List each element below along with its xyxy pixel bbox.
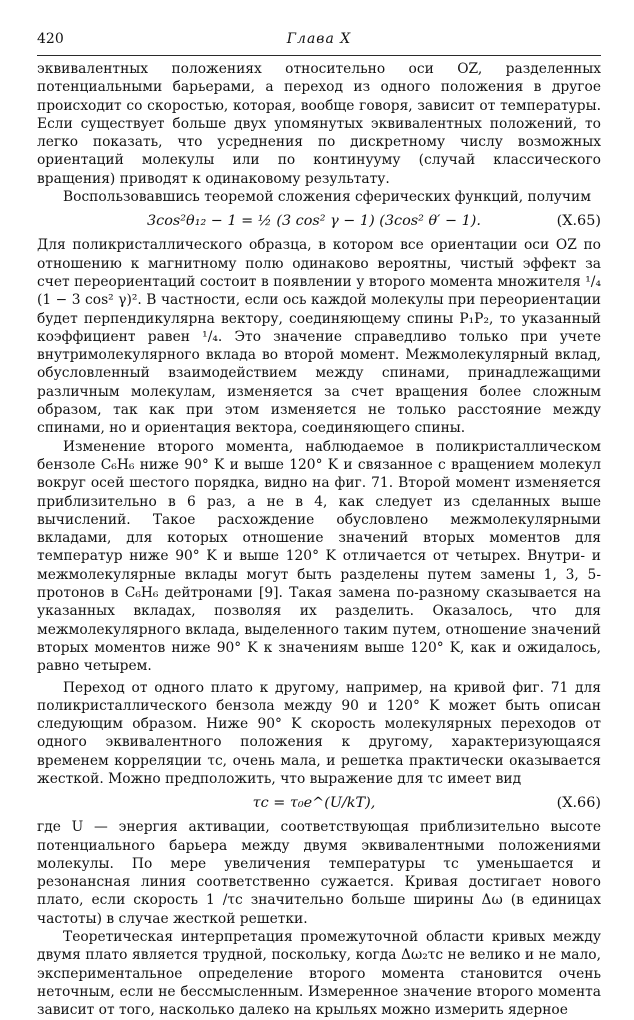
paragraph: Теоретическая интерпретация промежуточной области кривых между двумя плато является трудной, поскольку, когда Δω₂τc не велико и не мало, экспериментальное определение второго момента становится очень неточным, если не бессмысленным. Измеренное значение второго момента зависит от того, насколько далеко на крыльях можно измерить ядерное — [37, 929, 601, 1019]
equation — [37, 788, 601, 818]
equation-formula: 3cos²θ₁₂ − 1 = ½ (3 cos² γ − 1) (3cos² θ′ − 1). — [147, 213, 481, 230]
page-number: 420 — [37, 31, 64, 47]
equation-number: (X.65) — [556, 213, 601, 230]
paragraph: Для поликристаллического образца, в котором все ориентации оси OZ по отношению к магнитному полю одинаково вероятны, чистый эффект за счет переориентаций состоит в появлении у второго момента множителя ¹/₄ (1 − 3 cos² γ)². В частности, если ось каждой молекулы при переориентации будет перпендикулярна вектору, соединяющему спины P₁P₂, то указанный коэффициент равен ¹/₄. Это значение справедливо только при учете внутримолекулярного вклада во второй момент. Межмолекулярный вклад, обусловленный взаимодействием между спинами, принадлежащими различным молекулам, изменяется за счет вращения более сложным образом, так как при этом изменяется не только расстояние между спинами, но и ориентация вектора, соединяющего спины. — [37, 237, 601, 437]
equation-number: (X.66) — [556, 795, 601, 812]
paragraph: где U — энергия активации, соответствующая приблизительно высоте потенциального барьера между двумя эквивалентными положениями молекулы. По мере увеличения температуры τc уменьшается и резонансная линия соответственно сужается. Кривая достигает нового плато, если скорость 1 /τc значительно больше ширины Δω (в единицах частоты) в случае жесткой решетки. — [37, 819, 601, 927]
paragraph: Переход от одного плато к другому, например, на кривой фиг. 71 для поликристаллического бензола между 90 и 120° K может быть описан следующим образом. Ниже 90° K скорость молекулярных переходов от одного эквивалентного положения к другому, характеризующаяся временем корреляции τc, очень мала, и решетка практически оказывается жесткой. Можно предположить, что выражение для τc имеет вид — [37, 679, 601, 787]
paragraph: Воспользовавшись теоремой сложения сферических функций, получим — [63, 189, 591, 206]
paragraph: Изменение второго момента, наблюдаемое в поликристаллическом бензоле C₆H₆ ниже 90° K и выше 120° K и связанное с вращением молекул вокруг осей шестого порядка, видно на фиг. 71. Второй момент изменяется приблизительно в 6 раз, а не в 4, как следует из сделанных выше вычислений. Такое расхождение обусловлено межмолекулярными вкладами, для которых отношение значений вторых моментов для температур ниже 90° K и выше 120° K отличается от четырех. Внутри- и межмолекулярные вклады могут быть разделены путем замены 1, 3, 5-протонов в C₆H₆ дейтронами [9]. Такая замена по-разному сказывается на указанных вкладах, позволяя их разделить. Оказалось, что для межмолекулярного вклада, выделенного таким путем, отношение значений вторых моментов ниже 90° K к значениям выше 120° K, как и ожидалось, равно четырем. — [37, 438, 601, 675]
page-body — [37, 60, 601, 1020]
equation-formula: τc = τ₀e^(U/kT), — [252, 795, 376, 812]
running-header — [37, 29, 601, 56]
equation — [37, 206, 601, 236]
paragraph: эквивалентных положениях относительно оси OZ, разделенных потенциальными барьерами, а переход из одного положения в другое происходит со скоростью, которая, вообще говоря, зависит от температуры. Если существует больше двух упомянутых эквивалентных положений, то легко показать, что усреднения по дискретному числу возможных ориентаций молекулы или по континууму (случай классического вращения) приводят к одинаковому результату. — [37, 61, 601, 187]
chapter-title: Глава X — [286, 31, 352, 47]
